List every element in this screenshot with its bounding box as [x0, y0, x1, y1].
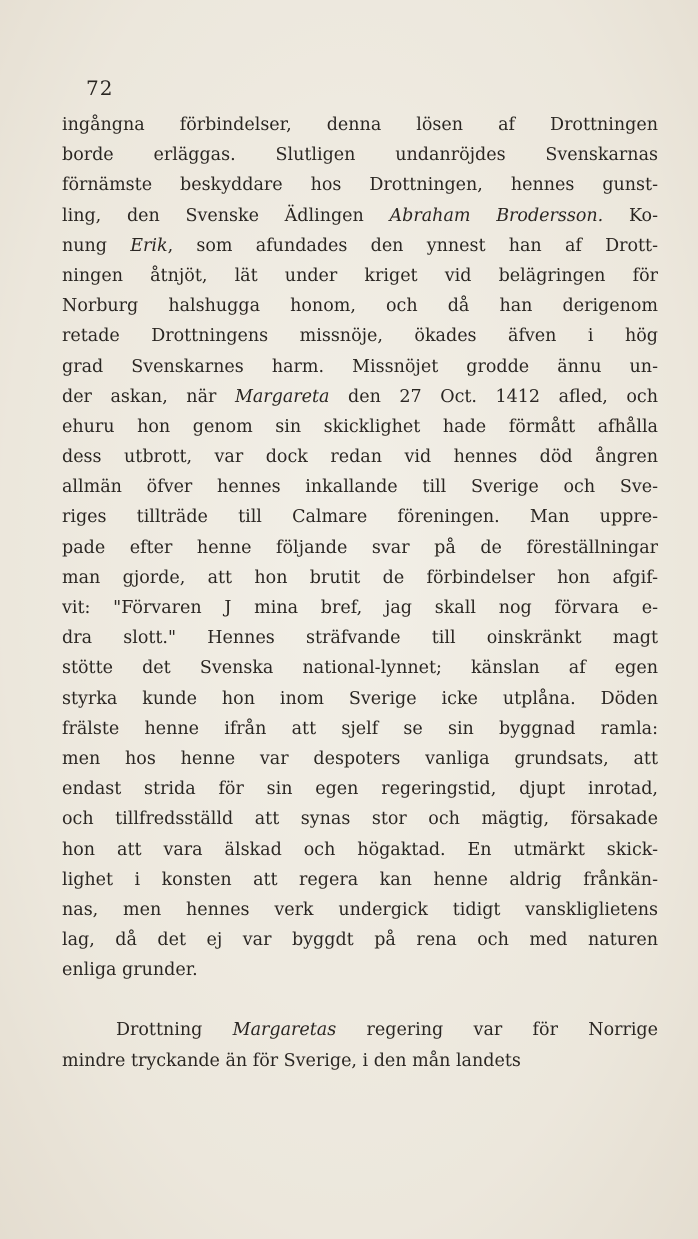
text-segment: , som afundades den ynnest han af Drott- — [167, 235, 658, 256]
text-segment: Ko- — [603, 205, 658, 226]
text-segment: ling, den Svenske Ädlingen — [62, 205, 390, 226]
text-line — [62, 623, 658, 653]
page-number: 72 — [86, 76, 114, 100]
text-line — [62, 835, 658, 865]
text-line — [62, 110, 658, 140]
body-text — [62, 110, 658, 1076]
text-segment: endast strida för sin egen regeringstid, djupt inrotad, — [62, 779, 658, 800]
text-line — [62, 533, 658, 563]
text-line — [62, 321, 658, 351]
text-line — [62, 352, 658, 382]
text-line — [62, 231, 658, 261]
text-line — [62, 382, 658, 412]
text-segment: der askan, när — [62, 386, 235, 407]
text-segment: grad Svenskarnes harm. Missnöjet grodde ännu un- — [62, 356, 658, 377]
text-segment: man gjorde, att hon brutit de förbindelser hon afgif- — [62, 567, 658, 588]
text-line — [62, 1046, 658, 1076]
text-line — [62, 865, 658, 895]
text-segment: och tillfredsställd att synas stor och mägtig, försakade — [62, 809, 658, 830]
text-segment: pade efter henne följande svar på de föreställningar — [62, 537, 658, 558]
text-line — [62, 412, 658, 442]
text-line — [62, 472, 658, 502]
text-segment: men hos henne var despoters vanliga grundsats, att — [62, 748, 658, 769]
text-line — [62, 442, 658, 472]
text-segment: ningen åtnjöt, lät under kriget vid belägringen för — [62, 265, 658, 286]
text-segment: nung — [62, 235, 131, 256]
text-line — [62, 1015, 658, 1045]
text-segment: regering var för Norrige — [336, 1020, 658, 1041]
italic-name: Margareta — [234, 386, 330, 407]
paragraph-gap — [62, 985, 658, 1015]
text-segment: enliga grunder. — [62, 960, 198, 981]
text-segment: frälste henne ifrån att sjelf se sin byggnad ramla: — [62, 718, 658, 739]
text-segment: vit: "Förvaren J mina bref, jag skall nog förvara e- — [62, 598, 658, 618]
text-segment: ehuru hon genom sin skicklighet hade förmått afhålla — [62, 416, 658, 437]
text-line — [62, 653, 658, 683]
text-line — [62, 955, 658, 985]
text-segment: Norburg halshugga honom, och då han derigenom — [62, 296, 658, 317]
text-segment: lag, då det ej var byggdt på rena och med naturen — [62, 930, 658, 951]
text-line — [62, 593, 658, 623]
text-segment: hon att vara älskad och högaktad. En utmärkt skick- — [62, 839, 658, 860]
text-line — [62, 684, 658, 714]
text-segment: dess utbrott, var dock redan vid hennes död ångren — [62, 447, 658, 468]
text-line — [62, 774, 658, 804]
text-segment: dra slott." Hennes sträfvande till oinskränkt magt — [62, 628, 658, 649]
text-line — [62, 925, 658, 955]
text-segment: stötte det Svenska national-lynnet; känslan af egen — [62, 658, 658, 679]
text-segment: förnämste beskyddare hos Drottningen, hennes gunst- — [62, 175, 658, 196]
text-line — [62, 261, 658, 291]
italic-name: Margaretas — [232, 1020, 337, 1041]
italic-name: Abraham Brodersson. — [389, 205, 604, 226]
text-line — [62, 170, 658, 200]
text-segment: lighet i konsten att regera kan henne aldrig frånkän- — [62, 869, 658, 890]
text-segment: den 27 Oct. 1412 afled, och — [329, 386, 658, 407]
text-line — [62, 744, 658, 774]
text-line — [62, 291, 658, 321]
text-segment: nas, men hennes verk undergick tidigt vanskliglietens — [62, 899, 658, 920]
text-line — [62, 563, 658, 593]
text-line — [62, 140, 658, 170]
text-segment: retade Drottningens missnöje, ökades äfven i hög — [62, 326, 658, 347]
text-segment: allmän öfver hennes inkallande till Sverige och Sve- — [62, 477, 658, 498]
text-line — [62, 804, 658, 834]
italic-name: Erik — [130, 235, 168, 256]
text-segment: borde erläggas. Slutligen undanröjdes Svenskarnas — [62, 145, 658, 166]
text-line — [62, 502, 658, 532]
text-line — [62, 714, 658, 744]
text-segment: mindre tryckande än för Sverige, i den mån landets — [62, 1050, 521, 1071]
text-line — [62, 201, 658, 231]
text-line — [62, 895, 658, 925]
text-segment: ingångna förbindelser, denna lösen af Drottningen — [62, 115, 658, 135]
text-segment: Drottning — [116, 1020, 233, 1041]
text-segment: styrka kunde hon inom Sverige icke utplåna. Döden — [62, 688, 658, 709]
text-segment: riges tillträde till Calmare föreningen. Man uppre- — [62, 507, 658, 528]
